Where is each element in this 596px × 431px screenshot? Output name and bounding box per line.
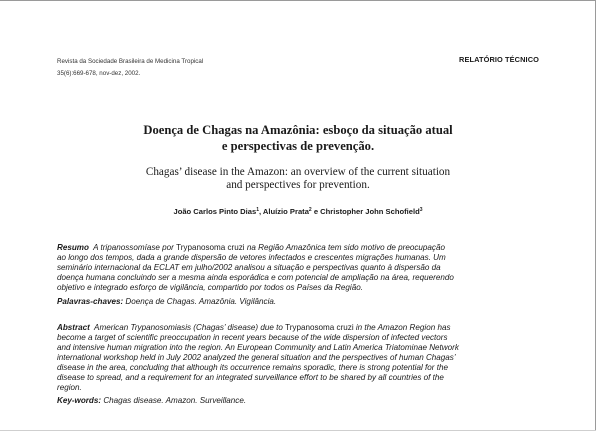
abstract-line: disease in the area, concluding that although its occurrence remains sporadic, there is strong potential for the <box>57 363 448 372</box>
author-affiliation: 3 <box>419 207 423 213</box>
abstract-line: and intensive human migration into the region. An European Community and Latin America Triatominae Network <box>57 343 459 352</box>
keywords-label: Key-words: <box>57 396 102 405</box>
abstract-line <box>57 323 540 333</box>
abstract-line: become a target of scientific preoccupation in recent years because of the wide dispersion of infected vectors <box>57 333 448 342</box>
keywords-english <box>57 396 246 405</box>
author-affiliation: 2 <box>308 207 312 213</box>
resumo-line: seminário internacional da ECLAT em julho/2002 analisou a situação e perspectivas quanto à dispersão da <box>57 263 441 272</box>
author-name: Christopher John Schofield <box>320 207 420 216</box>
resumo-label: Resumo <box>57 243 89 252</box>
author-name: Aluízio Prata <box>262 207 309 216</box>
abstract-line: disease to spread, and a requirement for an integrated surveillance effort to be shared by all countries of the <box>57 373 444 382</box>
abstract-text: American Trypanosomiasis (Chagas’ disease) due to <box>94 323 286 332</box>
abstract-line: international workshop held in July 2002 analyzed the general situation and the perspectives of human Chagas’ <box>57 353 456 362</box>
author-affiliation: 1 <box>256 207 259 213</box>
resumo-line <box>57 243 540 253</box>
title-portuguese <box>0 122 596 154</box>
resumo-text: A tripanossomíase por <box>93 243 177 252</box>
resumo-text: na Região Amazônica tem sido motivo de preocupação <box>244 243 445 252</box>
authors <box>0 207 596 216</box>
journal-info <box>57 56 203 80</box>
keywords-label: Palavras-chaves: <box>57 297 124 306</box>
title-pt-line1: Doença de Chagas na Amazônia: esboço da situação atual <box>143 123 453 137</box>
species-name: Trypanosoma cruzi <box>176 243 245 252</box>
author-separator: , <box>258 207 263 216</box>
section-label: RELATÓRIO TÉCNICO <box>459 55 539 64</box>
abstract-text: in the Amazon Region has <box>353 323 451 332</box>
resumo-line: ao longo dos tempos, dada a grande dispersão de vetores infectados e crescentes migrações humanas. Um <box>57 253 446 262</box>
title-english <box>0 166 596 192</box>
resumo-line: objetivo e integrado esforço de vigilância, compartido por todos os Países da Região. <box>57 283 363 292</box>
top-border <box>0 0 596 1</box>
title-en-line1: Chagas’ disease in the Amazon: an overview of the current situation <box>145 166 451 178</box>
species-name: Trypanosoma cruzi <box>285 323 354 332</box>
keywords-text: Chagas disease. Amazon. Surveillance. <box>103 396 247 405</box>
resumo-paragraph <box>57 243 540 293</box>
abstract-line: region. <box>57 383 82 392</box>
keywords-text: Doença de Chagas. Amazônia. Vigilância. <box>125 297 277 306</box>
resumo-line: doença humana concluindo ser a mesma ainda esporádica e com potencial de ampliação na área, requerendo <box>57 273 454 282</box>
keywords-portuguese <box>57 297 276 306</box>
author-separator: e <box>311 207 321 216</box>
author-name: João Carlos Pinto Dias <box>173 207 257 216</box>
abstract-label: Abstract <box>57 323 90 332</box>
title-pt-line2: e perspectivas de prevenção. <box>221 139 375 153</box>
title-en-line2: and perspectives for prevention. <box>226 179 370 191</box>
journal-name: Revista da Sociedade Brasileira de Medicina Tropical <box>57 58 204 65</box>
journal-citation: 35(6):669-678, nov-dez, 2002. <box>57 70 141 77</box>
abstract-paragraph <box>57 323 540 393</box>
